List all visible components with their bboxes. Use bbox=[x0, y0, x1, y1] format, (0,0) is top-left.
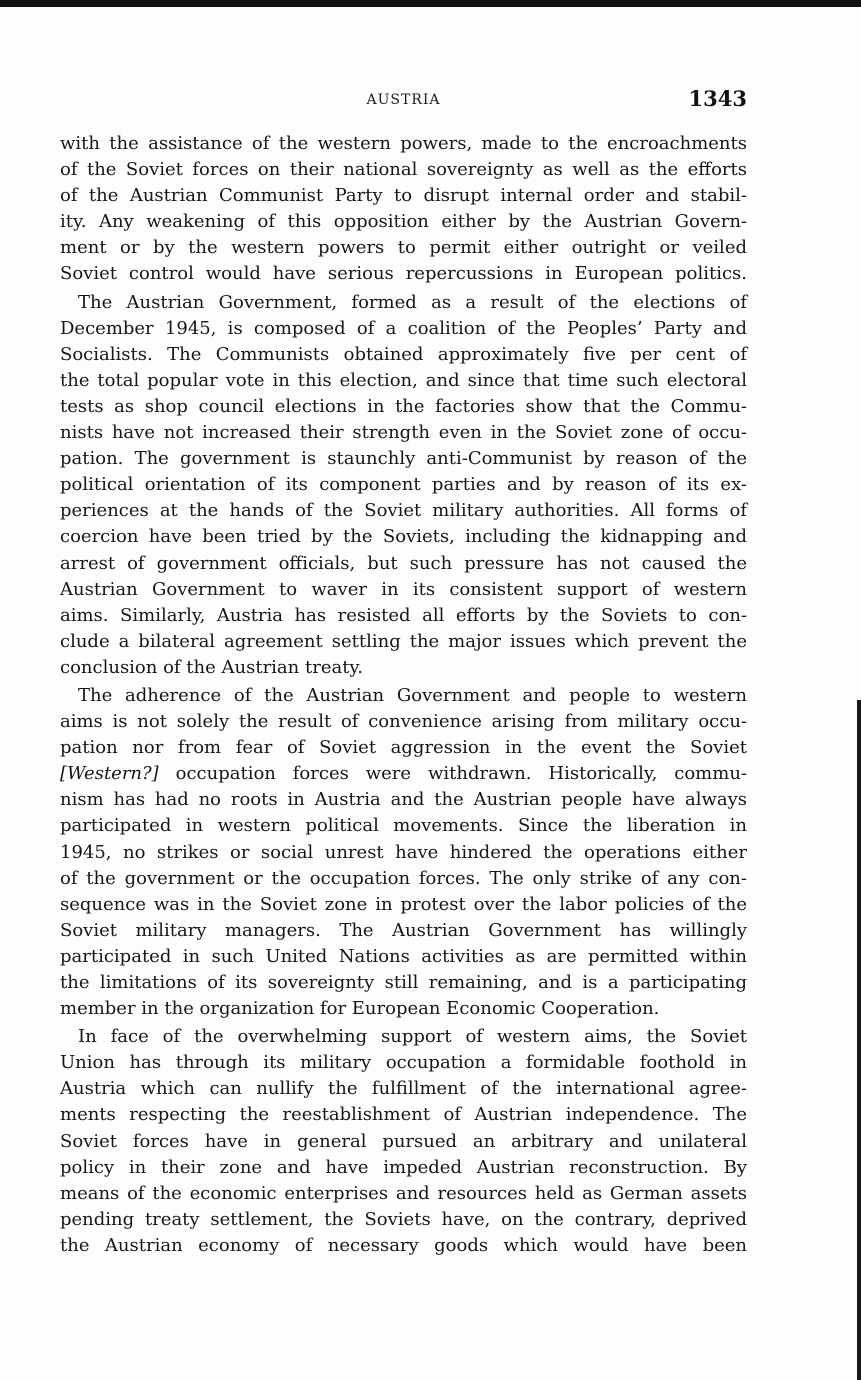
top-border bbox=[0, 0, 861, 7]
body-text bbox=[60, 131, 747, 1259]
text-line: political orientation of its component parties and by reason of its ex- bbox=[60, 474, 747, 496]
text-line: Austria which can nullify the fulfillment of the international agree- bbox=[60, 1078, 747, 1100]
text-line: policy in their zone and have impeded Austrian reconstruction. By bbox=[60, 1156, 747, 1178]
text-line: Soviet control would have serious repercussions in European politics. bbox=[60, 263, 747, 285]
text-line: The Austrian Government, formed as a result of the elections of bbox=[78, 291, 747, 313]
editorial-bracket-note: [Western?] bbox=[60, 763, 159, 785]
text-line: aims. Similarly, Austria has resisted all efforts by the Soviets to con- bbox=[60, 604, 747, 626]
text-line-rest: occupation forces were withdrawn. Historically, commu- bbox=[175, 763, 747, 785]
text-line: with the assistance of the western powers, made to the encroachments bbox=[60, 133, 747, 154]
text-line: participated in western political movements. Since the liberation in bbox=[60, 815, 747, 837]
text-line: aims is not solely the result of convenience arising from military occu- bbox=[60, 711, 747, 733]
text-line: Soviet forces have in general pursued an arbitrary and unilateral bbox=[60, 1130, 747, 1152]
text-line: the total popular vote in this election, and since that time such electoral bbox=[60, 369, 747, 391]
text-line: pation. The government is staunchly anti-Communist by reason of the bbox=[60, 448, 747, 470]
running-head: AUSTRIA bbox=[366, 92, 441, 108]
text-line: ity. Any weakening of this opposition either by the Austrian Govern- bbox=[60, 211, 747, 233]
text-line: pation nor from fear of Soviet aggression in the event the Soviet bbox=[60, 737, 747, 759]
paragraph-1 bbox=[60, 131, 747, 288]
paragraph-2 bbox=[60, 290, 747, 681]
text-line: 1945, no strikes or social unrest have hindered the operations either bbox=[60, 841, 747, 863]
text-line: tests as shop council elections in the factories show that the Commu- bbox=[60, 395, 747, 417]
text-line: Union has through its military occupation a formidable foothold in bbox=[60, 1052, 747, 1074]
text-line: clude a bilateral agreement settling the major issues which prevent the bbox=[60, 630, 747, 652]
text-line: ments respecting the reestablishment of Austrian independence. The bbox=[60, 1104, 747, 1126]
text-line: means of the economic enterprises and resources held as German assets bbox=[60, 1182, 747, 1204]
paragraph-3 bbox=[60, 683, 747, 1022]
page-number: 1343 bbox=[688, 86, 747, 111]
text-line: arrest of government officials, but such pressure has not caused the bbox=[60, 552, 747, 574]
text-line: December 1945, is composed of a coalition of the Peoples’ Party and bbox=[60, 317, 747, 339]
text-line: the Austrian economy of necessary goods which would have been bbox=[60, 1234, 747, 1256]
text-line: Austrian Government to waver in its consistent support of western bbox=[60, 578, 747, 600]
text-line: conclusion of the Austrian treaty. bbox=[60, 656, 363, 678]
text-line: of the government or the occupation forces. The only strike of any con- bbox=[60, 867, 747, 889]
text-line: the limitations of its sovereignty still remaining, and is a participating bbox=[60, 972, 747, 993]
text-line: of the Austrian Communist Party to disrupt internal order and stabil- bbox=[60, 185, 747, 207]
text-line: pending treaty settlement, the Soviets have, on the contrary, deprived bbox=[60, 1208, 747, 1230]
text-line: Soviet military managers. The Austrian Government has willingly bbox=[60, 919, 747, 941]
text-line: nism has had no roots in Austria and the Austrian people have always bbox=[60, 789, 747, 811]
text-line-with-note bbox=[60, 761, 747, 787]
text-line: In face of the overwhelming support of western aims, the Soviet bbox=[78, 1026, 747, 1048]
text-line: of the Soviet forces on their national sovereignty as well as the efforts bbox=[60, 159, 747, 181]
text-line: The adherence of the Austrian Government and people to western bbox=[78, 684, 747, 706]
text-line: nists have not increased their strength even in the Soviet zone of occu- bbox=[60, 422, 747, 444]
paragraph-4 bbox=[60, 1024, 747, 1259]
text-line: sequence was in the Soviet zone in protest over the labor policies of the bbox=[60, 893, 747, 915]
page-header bbox=[60, 86, 747, 118]
text-line: member in the organization for European Economic Cooperation. bbox=[60, 998, 660, 1020]
text-line: Socialists. The Communists obtained approximately five per cent of bbox=[60, 343, 747, 365]
text-line: coercion have been tried by the Soviets, including the kidnapping and bbox=[60, 526, 747, 548]
text-line: periences at the hands of the Soviet military authorities. All forms of bbox=[60, 500, 747, 522]
text-line: participated in such United Nations activities as are permitted within bbox=[60, 945, 747, 967]
text-line: ment or by the western powers to permit either outright or veiled bbox=[60, 237, 747, 259]
page-edge-shadow bbox=[857, 700, 861, 1380]
